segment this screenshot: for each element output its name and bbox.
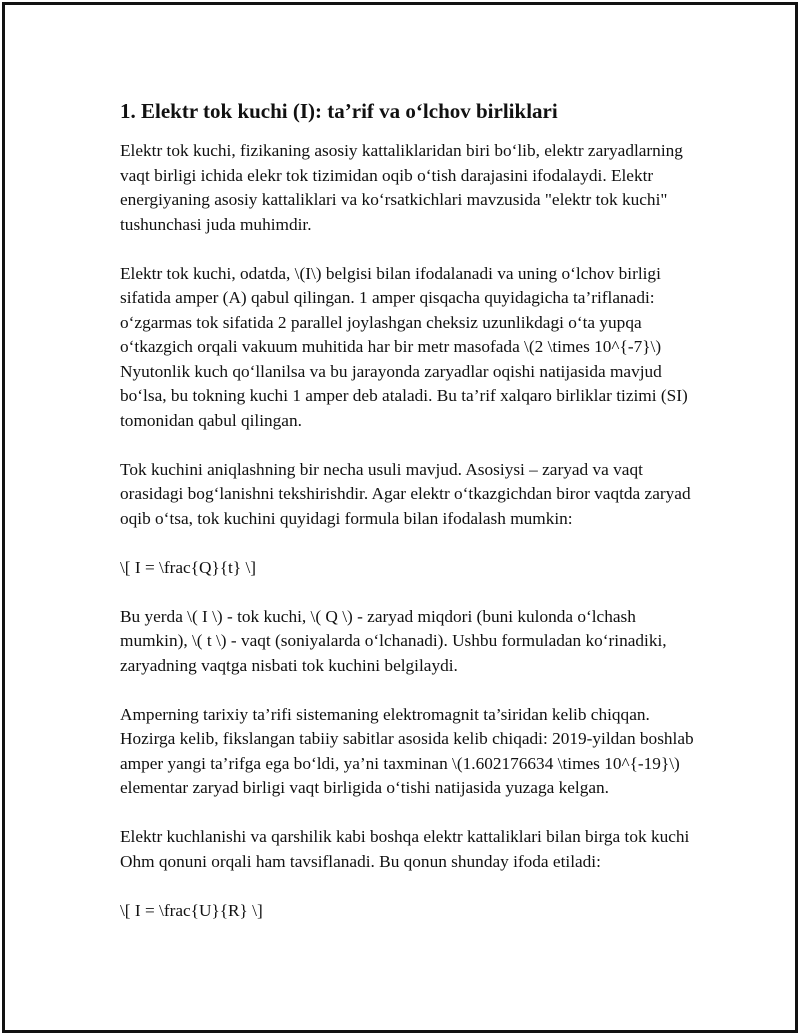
formula-current: \[ I = \frac{Q}{t} \] bbox=[120, 557, 257, 577]
paragraph-history: Amperning tarixiy ta’rifi sistemaning elektromagnit ta’siridan kelib chiqqan. Hozirga kelib, fikslangan tabiiy sabitlar asosida kelib chiqadi: 2019-yildan boshlab amper yangi ta’rifga ega bo‘ldi, ya’ni taxminan \(1.602176634 \times 10^{-19}\) elementar zaryad birligi vaqt birligida o‘tishi natijasida yuzaga kelgan. bbox=[120, 704, 694, 797]
paragraph-ohm: Elektr kuchlanishi va qarshilik kabi boshqa elektr kattaliklari bilan birga tok kuchi Ohm qonuni orqali ham tavsiflanadi. Bu qonun shunday ifoda etiladi: bbox=[120, 827, 690, 871]
paragraph-intro: Elektr tok kuchi, fizikaning asosiy kattaliklaridan biri bo‘lib, elektr zaryadlarning vaqt birligi ichida elekr tok tizimidan oqib o‘tish darajasini ifodalaydi. Elektr energiyaning asosiy kattaliklari va ko‘rsatkichlari mavzusida "elektr tok kuchi" tushunchasi juda muhimdir. bbox=[120, 141, 683, 234]
paragraph-definition: Elektr tok kuchi, odatda, \(I\) belgisi bilan ifodalanadi va uning o‘lchov birligi sifatida amper (A) qabul qilingan. 1 amper qisqacha quyidagicha ta’riflanadi: o‘zgarmas tok sifatida 2 parallel joylashgan cheksiz uzunlikdagi o‘ta yupqa o‘tkazgich orqali vakuum muhitida har bir metr masofada \(2 \times 10^{-7}\) Nyutonlik kuch qo‘llanilsa va bu jarayonda zaryadlar oqishi natijasida mavjud bo‘lsa, bu tokning kuchi 1 amper deb ataladi. Bu ta’rif xalqaro birliklar tizimi (SI) tomonidan qabul qilingan. bbox=[120, 263, 688, 430]
section-heading: 1. Elektr tok kuchi (I): ta’rif va o‘lchov birliklari bbox=[120, 99, 558, 123]
paragraph-explanation: Bu yerda \( I \) - tok kuchi, \( Q \) - zaryad miqdori (buni kulonda o‘lchash mumkin), \( t \) - vaqt (soniyalarda o‘lchanadi). Ushbu formuladan ko‘rinadiki, zaryadning vaqtga nisbati tok kuchini belgilaydi. bbox=[120, 606, 667, 675]
document-body bbox=[120, 97, 700, 948]
paragraph-methods: Tok kuchini aniqlashning bir necha usuli mavjud. Asosiysi – zaryad va vaqt orasidagi bog‘lanishni tekshirishdir. Agar elektr o‘tkazgichdan biror vaqtda zaryad oqib o‘tsa, tok kuchini quyidagi formula bilan ifodalash mumkin: bbox=[120, 459, 691, 528]
page-frame bbox=[2, 2, 798, 1033]
formula-ohm: \[ I = \frac{U}{R} \] bbox=[120, 900, 263, 920]
